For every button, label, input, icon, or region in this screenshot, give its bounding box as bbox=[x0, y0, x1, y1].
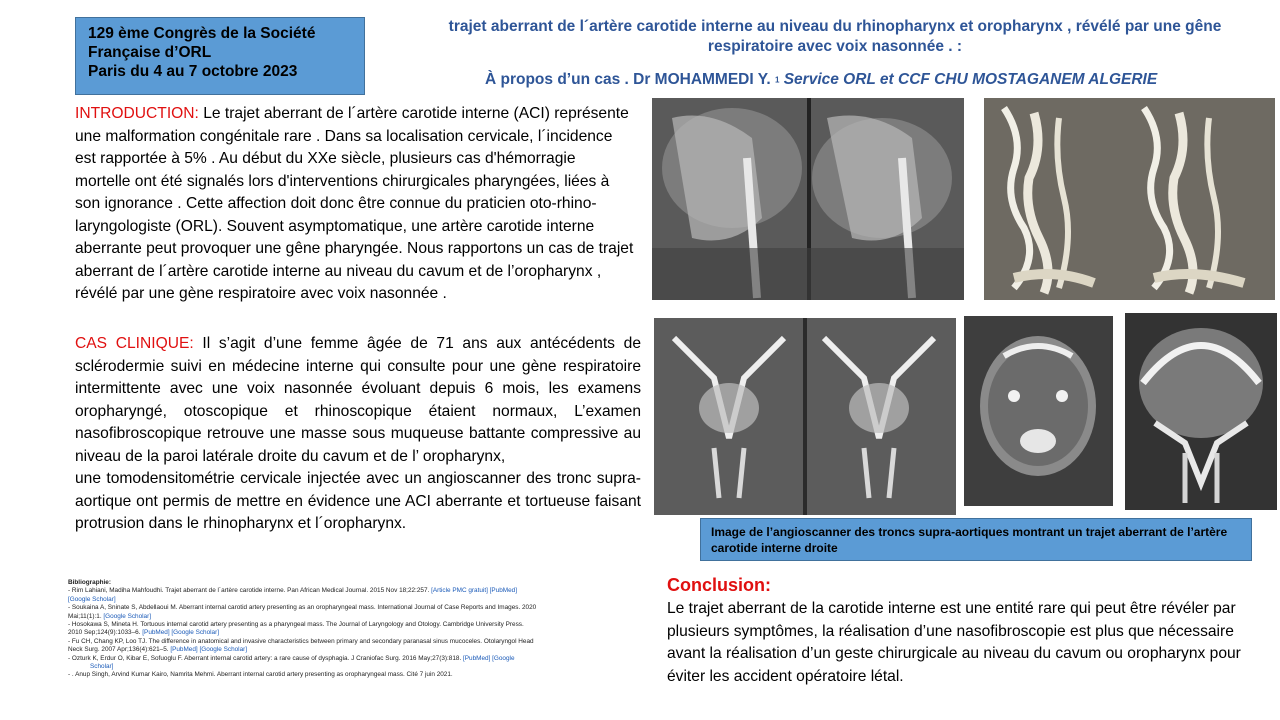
congress-line-3: Paris du 4 au 7 octobre 2023 bbox=[88, 63, 298, 80]
title-line-1: trajet aberrant de l´artère carotide interne au niveau du rhinopharynx et oropharynx , révélé par une gêne bbox=[448, 18, 1222, 35]
case-paragraph-2: une tomodensitométrie cervicale injectée avec un angioscanner des tronc supra-aortique ont permis de mettre en évidence une ACI aberrante et tortueuse faisant protrusion dans le rhinopharynx et l´oropharynx. bbox=[75, 470, 641, 532]
congress-line-2: Française d’ORL bbox=[88, 44, 212, 61]
reference-5-text: - Ozturk K, Erdur O, Kibar E, Sofuoglu F. Aberrant internal carotid artery: a rare cause of dysphagia. J Craniofac Surg. 2016 May;27(3):818. bbox=[68, 654, 462, 662]
reference-3 bbox=[68, 621, 538, 638]
reference-4-links[interactable]: [PubMed] [Google Scholar] bbox=[170, 646, 248, 654]
author-name: À propos d’un cas . Dr MOHAMMEDI Y. bbox=[485, 71, 771, 88]
ct-coronal-single-image bbox=[1125, 313, 1277, 510]
reference-1 bbox=[68, 587, 538, 604]
reference-2 bbox=[68, 604, 538, 621]
reference-6: - . Anup Singh, Arvind Kumar Kairo, Namrita Mehmi. Aberrant internal carotid artery presenting as oropharyngeal mass. Cité 7 juin 2021. bbox=[68, 671, 453, 679]
bibliography bbox=[68, 579, 538, 680]
case-paragraph-1: Il s’agit d’une femme âgée de 71 ans aux antécédents de sclérodermie suivi en médecine interne qui consulte pour une gène respiratoire intermittente avec une voix nasonnée évoluant depuis 6 mois, les examens oropharyngé, otoscopique et rhinoscopique étaient normaux, L’examen nasofibroscopique retrouve une masse sous muqueuse battante compressive au niveau de la paroi latérale droite du cavum et de l’ oropharynx, bbox=[75, 335, 641, 465]
author-affiliation: Service ORL et CCF CHU MOSTAGANEM ALGERIE bbox=[783, 71, 1158, 88]
angio-3d-image bbox=[984, 98, 1275, 300]
ct-coronal-image bbox=[654, 318, 956, 515]
reference-5 bbox=[68, 655, 538, 672]
reference-1-links[interactable]: [Article PMC gratuit] [PubMed] [Google Scholar] bbox=[68, 587, 518, 603]
author-line bbox=[485, 71, 1157, 89]
conclusion-text: Le trajet aberrant de la carotide interne est une entité rare qui peut être révéler par plusieurs symptômes, la réalisation d’une nasofibroscopie est plus que nécessaire avant la réalisation d’un geste chirurgicale au niveau du cavum ou oropharynx pour éviter les accident opératoire létal. bbox=[667, 600, 1241, 685]
reference-2-links[interactable]: [Google Scholar] bbox=[103, 612, 152, 620]
introduction-section bbox=[75, 103, 635, 306]
congress-box bbox=[75, 17, 365, 95]
reference-4-text: - Fu CH, Chang KP, Loo TJ. The difference in anatomical and invasive characteristics between primary and secondary paranasal sinus mucoceles. Otolaryngol Head Neck Surg. 2007 Apr;136(4):621–5. bbox=[68, 637, 534, 654]
author-superscript: 1 bbox=[774, 75, 780, 85]
title-line-2: respiratoire avec voix nasonnée . : bbox=[707, 38, 963, 55]
reference-5-links[interactable]: [PubMed] [Google Scholar] bbox=[90, 654, 515, 671]
introduction-heading: INTRODUCTION: bbox=[75, 105, 199, 122]
conclusion-heading: Conclusion: bbox=[667, 575, 771, 595]
case-section bbox=[75, 333, 641, 536]
ct-sagittal-image bbox=[652, 98, 964, 300]
congress-line-1: 129 ème Congrès de la Société bbox=[88, 25, 316, 42]
reference-2-text: - Soukaina A, Sninate S, Abdellaoui M. Aberrant internal carotid artery presenting as an oropharyngeal mass. International Journal of Case Reports and Images. 2020 Mai;11(1):1. bbox=[68, 604, 537, 620]
reference-3-text: - Hosokawa S, Mineta H. Tortuous internal carotid artery presenting as a pharyngeal mass. The Journal of Laryngology and Otology. Cambridge University Press. 2010 Sep;124(9):1033–6. bbox=[68, 621, 524, 637]
reference-3-links[interactable]: [PubMed] [Google Scholar] bbox=[142, 629, 220, 637]
bibliography-heading: Bibliographie: bbox=[68, 579, 111, 586]
introduction-text: Le trajet aberrant de l´artère carotide interne (ACI) représente une malformation congénitale rare . Dans sa localisation cervicale, l´incidence est rapportée à 5% . Au début du XXe siècle, plusieurs cas d'hémorragie mortelle ont été signalés lors d'interventions chirurgicales pharyngées, liées à son ignorance . Cette affection doit donc être connue du praticien oto-rhino-laryngologiste (ORL). Souvent asymptomatique, une artère carotide interne aberrante peut provoquer une gêne pharyngée. Nous rapportons un cas de trajet aberrant de l´artère carotide interne au niveau du cavum et de l’oropharynx , révélé par une gène respiratoire avec voix nasonnée . bbox=[75, 105, 634, 302]
reference-1-text: - Rim Lahiani, Madiha Mahfoudhi. Trajet aberrant de l´artère carotide interne. Pan African Medical Journal. 2015 Nov 18;22:257. bbox=[68, 587, 430, 595]
reference-4 bbox=[68, 638, 538, 655]
case-heading: CAS CLINIQUE: bbox=[75, 335, 194, 352]
figure-caption: Image de l’angioscanner des troncs supra-aortiques montrant un trajet aberrant de l’artère carotide interne droite bbox=[700, 518, 1252, 561]
ct-axial-image bbox=[964, 316, 1113, 506]
poster-title bbox=[395, 17, 1275, 57]
